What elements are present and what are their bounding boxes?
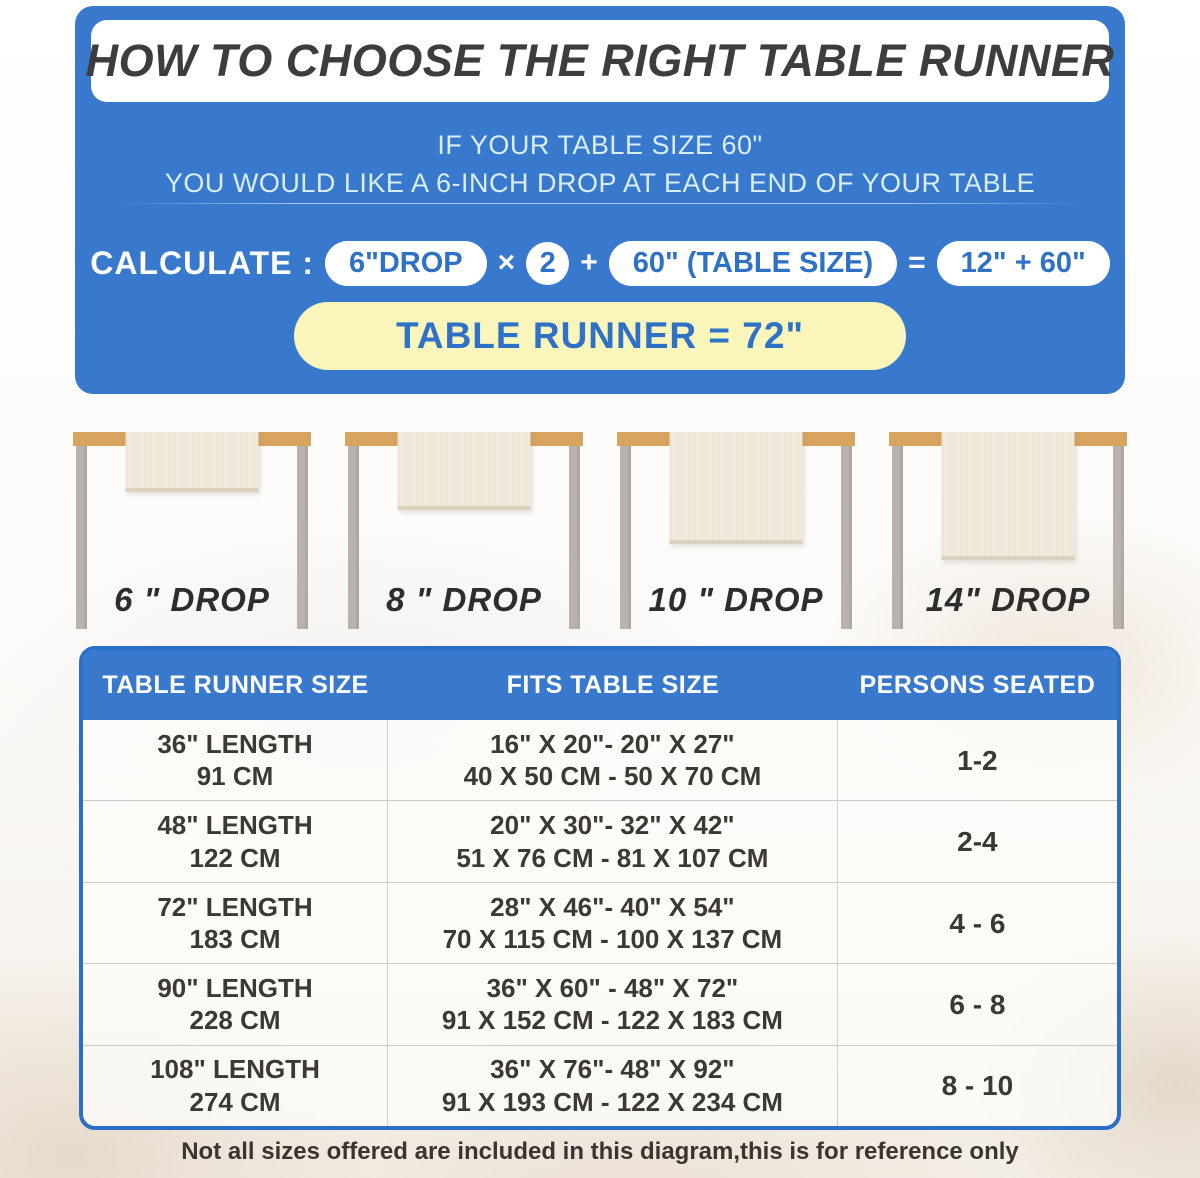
drop-figure-6 [73, 425, 311, 633]
drop-pill: 6"DROP [325, 241, 487, 286]
table-header-row [83, 650, 1117, 720]
fits-size-cm: 51 X 76 CM - 81 X 107 CM [456, 842, 769, 873]
result-text: TABLE RUNNER = 72" [396, 315, 804, 356]
runner-size-in: 72" LENGTH [157, 891, 313, 922]
runner-size-in: 36" LENGTH [157, 728, 313, 759]
multiplier-circle: 2 [526, 242, 569, 285]
fits-size-in: 16" X 20"- 20" X 27" [490, 728, 735, 759]
table-row [83, 882, 1117, 963]
fits-size-in: 20" X 30"- 32" X 42" [490, 810, 735, 841]
size-reference-table [79, 646, 1121, 1130]
column-header-runner-size: TABLE RUNNER SIZE [102, 670, 369, 699]
hero-panel [75, 6, 1125, 394]
runner-size-cm: 274 CM [189, 1086, 281, 1117]
column-header-fits-table: FITS TABLE SIZE [506, 670, 720, 699]
divider-line [115, 203, 1085, 204]
persons-seated: 8 - 10 [941, 1070, 1014, 1102]
result-pill [294, 302, 906, 370]
runner-size-cm: 91 CM [196, 761, 274, 792]
table-size-pill: 60" (TABLE SIZE) [609, 241, 897, 286]
table-body [83, 720, 1117, 1126]
runner-size-in: 90" LENGTH [157, 972, 313, 1003]
column-header-persons: PERSONS SEATED [859, 670, 1096, 699]
plus-sign: + [580, 246, 598, 279]
title-banner [85, 20, 1115, 102]
drop-examples [73, 425, 1127, 633]
fits-size-cm: 91 X 193 CM - 122 X 234 CM [441, 1086, 783, 1117]
persons-seated: 1-2 [957, 744, 998, 776]
fits-size-in: 36" X 76"- 48" X 92" [490, 1054, 735, 1085]
persons-seated: 6 - 8 [949, 988, 1006, 1020]
table-row [83, 800, 1117, 881]
table-runner-cloth [126, 432, 259, 492]
runner-size-in: 108" LENGTH [150, 1054, 320, 1085]
fits-size-cm: 91 X 152 CM - 122 X 183 CM [441, 1005, 783, 1036]
drop-label: 14" DROP [925, 581, 1091, 618]
drop-label: 6 " DROP [114, 581, 270, 618]
fits-size-in: 36" X 60" - 48" X 72" [486, 972, 739, 1003]
footer-note: Not all sizes offered are included in this diagram,this is for reference only [181, 1138, 1019, 1165]
subtitle-line-2: YOU WOULD LIKE A 6-INCH DROP AT EACH END OF YOUR TABLE [164, 168, 1036, 198]
table-row [83, 1045, 1117, 1126]
persons-seated: 2-4 [957, 826, 998, 858]
multiply-sign: × [497, 246, 516, 279]
runner-size-cm: 183 CM [189, 924, 281, 955]
runner-size-in: 48" LENGTH [157, 810, 313, 841]
calculate-label: CALCULATE : [90, 244, 314, 281]
subtitle-line-1: IF YOUR TABLE SIZE 60" [437, 130, 763, 160]
table-runner-cloth [670, 432, 803, 544]
fits-size-cm: 40 X 50 CM - 50 X 70 CM [463, 761, 762, 792]
runner-size-cm: 228 CM [189, 1005, 281, 1036]
table-runner-cloth [398, 432, 531, 510]
fits-size-cm: 70 X 115 CM - 100 X 137 CM [442, 924, 783, 955]
drop-figure-10 [617, 425, 855, 633]
equals-sign: = [908, 246, 926, 279]
drop-figure-8 [345, 425, 583, 633]
table-runner-cloth [942, 432, 1075, 560]
page-title: HOW TO CHOOSE THE RIGHT TABLE RUNNER [85, 35, 1115, 86]
persons-seated: 4 - 6 [949, 907, 1006, 939]
drop-figure-14 [889, 425, 1127, 633]
drop-label: 10 " DROP [648, 581, 824, 618]
runner-size-cm: 122 CM [189, 842, 281, 873]
calculation-row [75, 237, 1125, 289]
drop-label: 8 " DROP [386, 581, 542, 618]
sum-pill: 12" + 60" [937, 241, 1110, 286]
table-row [83, 720, 1117, 800]
table-row [83, 963, 1117, 1044]
fits-size-in: 28" X 46"- 40" X 54" [490, 891, 735, 922]
